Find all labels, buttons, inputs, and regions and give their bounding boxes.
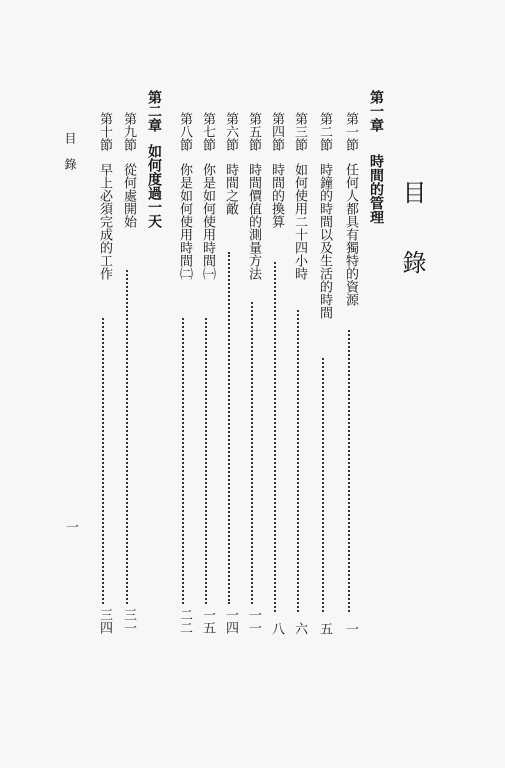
leader-dots bbox=[228, 252, 232, 604]
section-3-entry[interactable] bbox=[291, 112, 307, 280]
section-6-entry[interactable] bbox=[222, 112, 238, 215]
leader-dots bbox=[297, 310, 301, 612]
chapter2-title: 如何度過一天 bbox=[146, 144, 162, 228]
section-2-entry[interactable] bbox=[316, 112, 332, 319]
section-title: 時間的換算 bbox=[269, 163, 284, 228]
chapter2-label: 第二章 bbox=[146, 90, 162, 132]
section-number: 第四節 bbox=[269, 112, 284, 151]
section-6-page: 一四 bbox=[223, 608, 238, 634]
chapter2-heading bbox=[146, 90, 162, 228]
leader-dots bbox=[182, 318, 186, 604]
chapter1-heading bbox=[368, 90, 384, 224]
section-number: 第十節 bbox=[97, 112, 112, 151]
leader-dots bbox=[205, 318, 209, 604]
toc-title-char-1: 目 bbox=[398, 180, 426, 206]
leader-dots bbox=[102, 318, 106, 604]
section-title: 任何人都具有獨特的資源 bbox=[343, 163, 358, 306]
section-10-entry[interactable] bbox=[96, 112, 112, 280]
section-title: 如何使用二十四小時 bbox=[292, 163, 307, 280]
section-7-entry[interactable] bbox=[199, 112, 215, 280]
leader-dots bbox=[274, 262, 278, 612]
section-number: 第七節 bbox=[200, 112, 215, 151]
section-10-page: 三四 bbox=[97, 608, 112, 634]
section-8-page: 二二 bbox=[177, 608, 192, 634]
section-title: 時鐘的時間以及生活的時間 bbox=[317, 163, 332, 319]
section-9-entry[interactable] bbox=[120, 112, 136, 228]
section-1-entry[interactable] bbox=[342, 112, 358, 306]
leader-dots bbox=[322, 358, 326, 612]
section-4-page: 八 bbox=[269, 622, 284, 635]
section-2-page: 五 bbox=[317, 622, 332, 635]
chapter1-title: 時間的管理 bbox=[368, 154, 384, 224]
section-5-page: 一一 bbox=[246, 608, 261, 634]
section-7-page: 一五 bbox=[200, 608, 215, 634]
section-number: 第二節 bbox=[317, 112, 332, 151]
leader-dots bbox=[251, 302, 255, 604]
leader-dots bbox=[126, 270, 130, 604]
section-number: 第六節 bbox=[223, 112, 238, 151]
section-title: 你是如何使用時間㈠ bbox=[200, 163, 215, 280]
section-title: 時間之敵 bbox=[223, 163, 238, 215]
leader-dots bbox=[348, 330, 352, 612]
page-number: 一 bbox=[63, 520, 78, 533]
section-5-entry[interactable] bbox=[245, 112, 261, 280]
section-number: 第三節 bbox=[292, 112, 307, 151]
running-header: 目 錄 bbox=[63, 132, 77, 170]
section-1-page: 一 bbox=[343, 622, 358, 635]
section-title: 時間價值的測量方法 bbox=[246, 163, 261, 280]
section-3-page: 六 bbox=[292, 622, 307, 635]
section-9-page: 三一 bbox=[121, 608, 136, 634]
section-number: 第五節 bbox=[246, 112, 261, 151]
toc-title-char-2: 錄 bbox=[398, 250, 426, 276]
section-title: 早上必須完成的工作 bbox=[97, 163, 112, 280]
section-title: 你是如何使用時間㈡ bbox=[177, 163, 192, 280]
section-number: 第九節 bbox=[121, 112, 136, 151]
section-8-entry[interactable] bbox=[176, 112, 192, 280]
section-number: 第八節 bbox=[177, 112, 192, 151]
section-number: 第一節 bbox=[343, 112, 358, 151]
section-title: 從何處開始 bbox=[121, 163, 136, 228]
chapter1-label: 第一章 bbox=[368, 90, 384, 132]
section-4-entry[interactable] bbox=[268, 112, 284, 228]
